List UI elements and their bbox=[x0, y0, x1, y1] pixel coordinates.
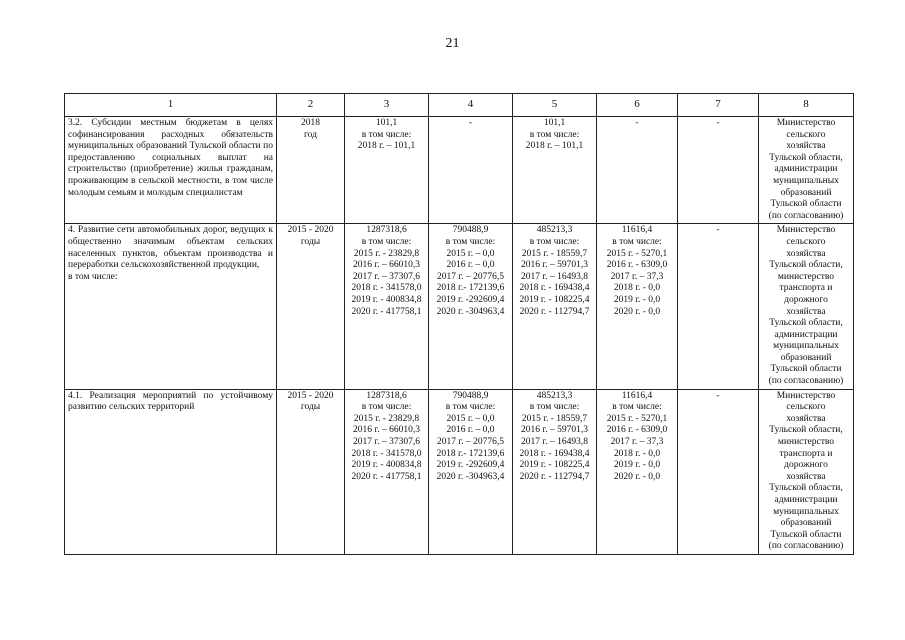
cell-line: 101,1 bbox=[543, 118, 566, 128]
cell-line: сельского bbox=[786, 402, 826, 413]
cell-period bbox=[277, 389, 345, 554]
cell-line: 2015 г. - 5270,1 bbox=[606, 413, 668, 424]
cell-line: Тульской области, bbox=[769, 318, 843, 329]
cell-line: дорожного bbox=[784, 294, 828, 305]
header-col-4: 4 bbox=[429, 94, 513, 117]
cell-line: 2018 г. – 101,1 bbox=[525, 141, 584, 152]
cell-line: 790488,9 bbox=[452, 390, 489, 401]
cell-line: 2019 г. -292609,4 bbox=[436, 294, 505, 305]
cell-line: в том числе: bbox=[612, 236, 662, 247]
cell-line: 2017 г. – 20776,5 bbox=[437, 437, 504, 448]
cell-line: 2018 г. – 101,1 bbox=[357, 141, 416, 152]
cell-executor bbox=[759, 389, 854, 554]
cell-line: сельского bbox=[786, 236, 826, 247]
cell-line: 2016 г. – 59701,3 bbox=[521, 260, 588, 271]
cell-line: 11616,4 bbox=[621, 225, 653, 236]
cell-line: - bbox=[716, 225, 720, 236]
cell-line: 2019 г. - 0,0 bbox=[613, 460, 661, 471]
cell-line: 11616,4 bbox=[621, 390, 653, 401]
cell-federal bbox=[429, 389, 513, 554]
cell-regional bbox=[513, 117, 597, 224]
cell-line: в том числе: bbox=[361, 402, 412, 413]
cell-line: 2016 г. - 6309,0 bbox=[606, 260, 668, 271]
cell-line: администрации bbox=[774, 495, 838, 505]
cell-line: министерство bbox=[777, 437, 835, 448]
cell-line: образований bbox=[780, 352, 832, 363]
cell-line: в том числе: bbox=[529, 129, 580, 140]
cell-local bbox=[597, 224, 678, 389]
cell-line: 2018 г. - 341578,0 bbox=[351, 283, 422, 294]
header-col-3: 3 bbox=[345, 94, 429, 117]
cell-total bbox=[345, 389, 429, 554]
cell-line: 485213,3 bbox=[536, 390, 573, 401]
cell-period bbox=[277, 224, 345, 389]
cell-line: 2019 г. - 108225,4 bbox=[519, 460, 590, 471]
cell-federal bbox=[429, 117, 513, 224]
cell-other bbox=[678, 389, 759, 554]
cell-line: 2020 г. -304963,4 bbox=[436, 471, 505, 482]
cell-total bbox=[345, 117, 429, 224]
cell-other bbox=[678, 224, 759, 389]
cell-line: Тульской области, bbox=[769, 260, 843, 271]
cell-line: 2019 г. - 0,0 bbox=[613, 294, 661, 305]
cell-line: 2016 г. – 66010,3 bbox=[353, 425, 420, 436]
cell-line: хозяйства bbox=[786, 248, 826, 259]
cell-line: 2015 г. – 0,0 bbox=[446, 413, 495, 424]
cell-line: 2018 г. - 341578,0 bbox=[351, 448, 422, 459]
description-text: 4.1. Реализация мероприятий по устойчивому развитию сельских территорий bbox=[68, 390, 273, 413]
cell-line: Тульской области, bbox=[769, 152, 843, 163]
cell-line: Министерство bbox=[776, 118, 836, 128]
table-row bbox=[65, 117, 854, 224]
cell-executor bbox=[759, 117, 854, 224]
header-col-1: 1 bbox=[65, 94, 277, 117]
cell-line: администрации bbox=[774, 329, 838, 340]
cell-line: 2018 г. - 0,0 bbox=[613, 283, 661, 294]
cell-line: муниципальных bbox=[773, 175, 839, 186]
cell-line: 2015 г. - 5270,1 bbox=[606, 248, 668, 259]
cell-line: муниципальных bbox=[773, 506, 839, 517]
cell-line: 2020 г. - 112794,7 bbox=[519, 306, 590, 317]
cell-line: 2017 г. – 37307,6 bbox=[353, 271, 420, 282]
description-text: 4. Развитие сети автомобильных дорог, ведущих к общественно значимым объектам сельских населенных пунктов, объектам производства и переработки сельскохозяйственной продукции, bbox=[68, 225, 273, 271]
cell-line: образований bbox=[780, 187, 832, 198]
cell-line: годы bbox=[300, 402, 321, 413]
cell-line: в том числе: bbox=[529, 236, 580, 247]
cell-line: 2016 г. - 6309,0 bbox=[606, 425, 668, 436]
cell-line: 2019 г. -292609,4 bbox=[436, 460, 505, 471]
cell-line: Тульской области, bbox=[769, 483, 843, 494]
cell-line: 2018 г. - 169438,4 bbox=[519, 283, 590, 294]
cell-line: 2017 г. – 16493,8 bbox=[521, 271, 588, 282]
cell-line: (по согласованию) bbox=[768, 210, 844, 221]
page-number: 21 bbox=[445, 36, 460, 51]
cell-line: 2016 г. – 0,0 bbox=[446, 425, 495, 436]
cell-line: 2019 г. - 400834,8 bbox=[351, 294, 422, 305]
cell-line: 101,1 bbox=[375, 118, 398, 128]
cell-line: 1287318,6 bbox=[366, 390, 407, 401]
cell-line: 2020 г. - 417758,1 bbox=[351, 471, 422, 482]
cell-executor bbox=[759, 224, 854, 389]
cell-description bbox=[65, 224, 277, 389]
cell-line: 2018 bbox=[301, 118, 320, 128]
cell-line: 2015 - 2020 bbox=[287, 225, 334, 236]
cell-local bbox=[597, 117, 678, 224]
header-col-2: 2 bbox=[277, 94, 345, 117]
cell-line: хозяйства bbox=[786, 141, 826, 152]
cell-line: администрации bbox=[774, 164, 838, 175]
cell-line: Министерство bbox=[776, 390, 836, 401]
cell-line: годы bbox=[300, 236, 321, 247]
cell-line: - bbox=[635, 118, 639, 128]
cell-line: 2015 г. - 23829,8 bbox=[353, 248, 420, 259]
header-col-6: 6 bbox=[597, 94, 678, 117]
header-row bbox=[65, 94, 854, 117]
cell-line: Тульской области bbox=[770, 199, 842, 210]
description-text: 3.2. Субсидии местным бюджетам в целях софинансирования расходных обязательств муниципальных образований Тульской области по предоставлению социальных выплат на строительство (приобретение) жилья гражданам, проживающим в сельской местности, в том числе молодым семьям и молодым специалистам bbox=[68, 118, 273, 198]
cell-line: 2020 г. - 112794,7 bbox=[519, 471, 590, 482]
cell-line: 2020 г. - 0,0 bbox=[613, 471, 661, 482]
cell-description bbox=[65, 389, 277, 554]
cell-line: 2015 г. – 0,0 bbox=[446, 248, 495, 259]
cell-line: - bbox=[468, 118, 473, 128]
cell-line: Тульской области, bbox=[769, 425, 843, 436]
table-row bbox=[65, 224, 854, 389]
cell-line: 2015 - 2020 bbox=[287, 390, 334, 401]
cell-line: 790488,9 bbox=[452, 225, 489, 236]
cell-regional bbox=[513, 224, 597, 389]
cell-line: хозяйства bbox=[786, 471, 826, 482]
cell-federal bbox=[429, 224, 513, 389]
cell-line: транспорта и bbox=[779, 283, 833, 294]
cell-line: хозяйства bbox=[786, 413, 826, 424]
cell-line: Тульской области bbox=[770, 364, 842, 375]
cell-line: 2020 г. - 0,0 bbox=[613, 306, 661, 317]
cell-line: - bbox=[716, 118, 720, 128]
cell-line: 2015 г. - 23829,8 bbox=[353, 413, 420, 424]
cell-line: 2018 г. - 0,0 bbox=[613, 448, 661, 459]
cell-line: Министерство bbox=[776, 225, 836, 236]
cell-line: 2016 г. – 66010,3 bbox=[353, 260, 420, 271]
cell-line: образований bbox=[780, 518, 832, 529]
cell-total bbox=[345, 224, 429, 389]
cell-line: в том числе: bbox=[612, 402, 662, 413]
cell-line: в том числе: bbox=[361, 129, 412, 140]
cell-line: 485213,3 bbox=[536, 225, 573, 236]
cell-line: (по согласованию) bbox=[768, 541, 844, 552]
cell-line: Тульской области bbox=[770, 529, 842, 540]
cell-line: 2017 г. – 16493,8 bbox=[521, 437, 588, 448]
table-body bbox=[65, 117, 854, 555]
cell-line: 2020 г. - 417758,1 bbox=[351, 306, 422, 317]
cell-regional bbox=[513, 389, 597, 554]
cell-line: 2020 г. -304963,4 bbox=[436, 306, 505, 317]
cell-line: в том числе: bbox=[361, 236, 412, 247]
program-table bbox=[64, 93, 854, 555]
cell-line: (по согласованию) bbox=[768, 376, 844, 387]
cell-line: 2016 г. – 59701,3 bbox=[521, 425, 588, 436]
cell-line: муниципальных bbox=[773, 341, 839, 352]
cell-line: год bbox=[304, 129, 317, 140]
cell-local bbox=[597, 389, 678, 554]
cell-line: хозяйства bbox=[786, 306, 826, 317]
cell-line: транспорта и bbox=[779, 448, 833, 459]
cell-line: 2019 г. - 400834,8 bbox=[351, 460, 422, 471]
cell-line: 2015 г. - 18559,7 bbox=[521, 248, 588, 259]
cell-period bbox=[277, 117, 345, 224]
cell-line: 2016 г. – 0,0 bbox=[446, 260, 495, 271]
cell-line: 2018 г.- 172139,6 bbox=[436, 283, 505, 294]
cell-line: дорожного bbox=[784, 460, 828, 471]
header-col-8: 8 bbox=[759, 94, 854, 117]
cell-line: 2017 г. – 37,3 bbox=[610, 437, 664, 448]
header-col-5: 5 bbox=[513, 94, 597, 117]
cell-description bbox=[65, 117, 277, 224]
cell-line: 2018 г. - 169438,4 bbox=[519, 448, 590, 459]
cell-line: 2017 г. – 37,3 bbox=[610, 271, 664, 282]
cell-line: 2019 г. - 108225,4 bbox=[519, 294, 590, 305]
table-row bbox=[65, 389, 854, 554]
cell-line: 2017 г. – 20776,5 bbox=[437, 271, 504, 282]
cell-line: 2017 г. – 37307,6 bbox=[353, 437, 420, 448]
description-text: в том числе: bbox=[68, 271, 118, 282]
header-col-7: 7 bbox=[678, 94, 759, 117]
cell-line: - bbox=[716, 390, 720, 401]
cell-line: 2018 г.- 172139,6 bbox=[436, 448, 505, 459]
cell-other bbox=[678, 117, 759, 224]
cell-line: министерство bbox=[777, 271, 835, 282]
cell-line: в том числе: bbox=[445, 402, 496, 413]
cell-line: 2015 г. - 18559,7 bbox=[521, 413, 588, 424]
cell-line: сельского bbox=[786, 129, 826, 140]
cell-line: в том числе: bbox=[445, 236, 496, 247]
cell-line: 1287318,6 bbox=[366, 225, 407, 236]
cell-line: в том числе: bbox=[529, 402, 580, 413]
